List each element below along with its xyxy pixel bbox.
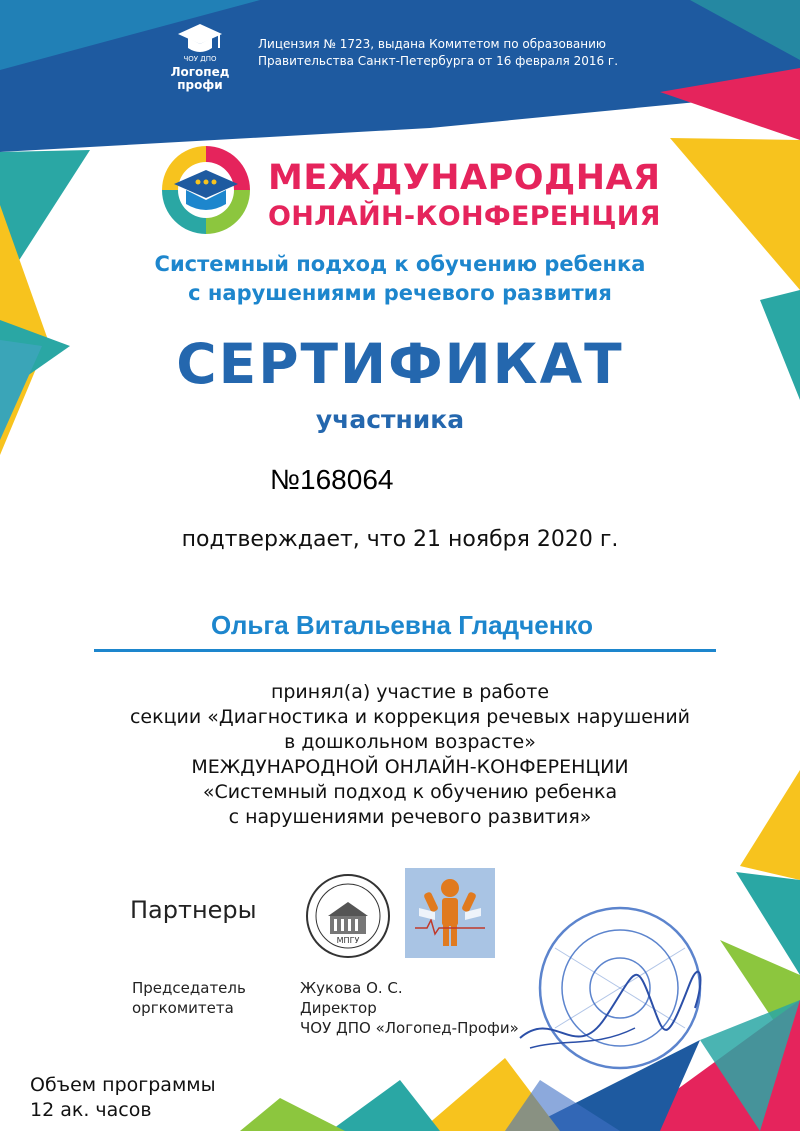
conference-topic (100, 250, 700, 308)
signer-block (300, 978, 519, 1038)
body-line4: МЕЖДУНАРОДНОЙ ОНЛАЙН-КОНФЕРЕНЦИИ (191, 756, 629, 778)
participation-text (100, 680, 720, 830)
license-line2: Правительства Санкт-Петербурга от 16 февраля 2016 г. (258, 54, 619, 68)
name-underline (94, 649, 716, 652)
body-line2: секции «Диагностика и коррекция речевых нарушений (129, 706, 691, 728)
body-line6: с нарушениями речевого развития» (228, 806, 592, 828)
license-text (258, 36, 638, 70)
logo-line1: Логопед (170, 65, 230, 79)
seal-text: МПГУ (336, 936, 360, 945)
logo-line2: профи (177, 78, 223, 92)
chair-line2: оргкомитета (132, 999, 234, 1017)
body-line5: «Системный подход к обучению ребенка (202, 781, 618, 803)
signer-position: Директор (300, 999, 377, 1017)
topic-line2: с нарушениями речевого развития (188, 281, 612, 305)
partners-label: Партнеры (130, 896, 257, 924)
conference-logo-icon (158, 142, 254, 238)
topic-line1: Системный подход к обучению ребенка (154, 252, 646, 276)
confirmation-text: подтверждает, что 21 ноября 2020 г. (181, 527, 619, 552)
university-seal-icon (303, 872, 393, 960)
certificate-subtitle: участника (315, 405, 465, 434)
chair-line1: Председатель (132, 979, 246, 997)
organization-stamp-icon (515, 888, 725, 1098)
partner-child-logo-icon (405, 868, 495, 958)
signer-name: Жукова О. С. (300, 979, 403, 997)
certificate-number: №168064 (270, 464, 394, 495)
license-line1: Лицензия № 1723, выдана Комитетом по образованию (258, 37, 606, 51)
logo-small-text: ЧОУ ДПО (183, 55, 217, 63)
volume-line2: 12 ак. часов (30, 1099, 152, 1121)
chairman-label (132, 978, 246, 1018)
conference-title-line2: ОНЛАЙН-КОНФЕРЕНЦИЯ (268, 201, 661, 232)
recipient-name: Ольга Витальевна Гладченко (211, 610, 593, 640)
org-logo-text (168, 53, 232, 92)
signer-org: ЧОУ ДПО «Логопед-Профи» (300, 1019, 519, 1037)
graduation-hat-icon (176, 22, 224, 56)
volume-line1: Объем программы (30, 1074, 216, 1096)
body-line3: в дошкольном возрасте» (284, 731, 536, 753)
certificate-title: СЕРТИФИКАТ (176, 332, 624, 396)
program-volume (30, 1073, 216, 1123)
conference-title-line1: МЕЖДУНАРОДНАЯ (268, 158, 661, 198)
body-line1: принял(а) участие в работе (270, 681, 550, 703)
